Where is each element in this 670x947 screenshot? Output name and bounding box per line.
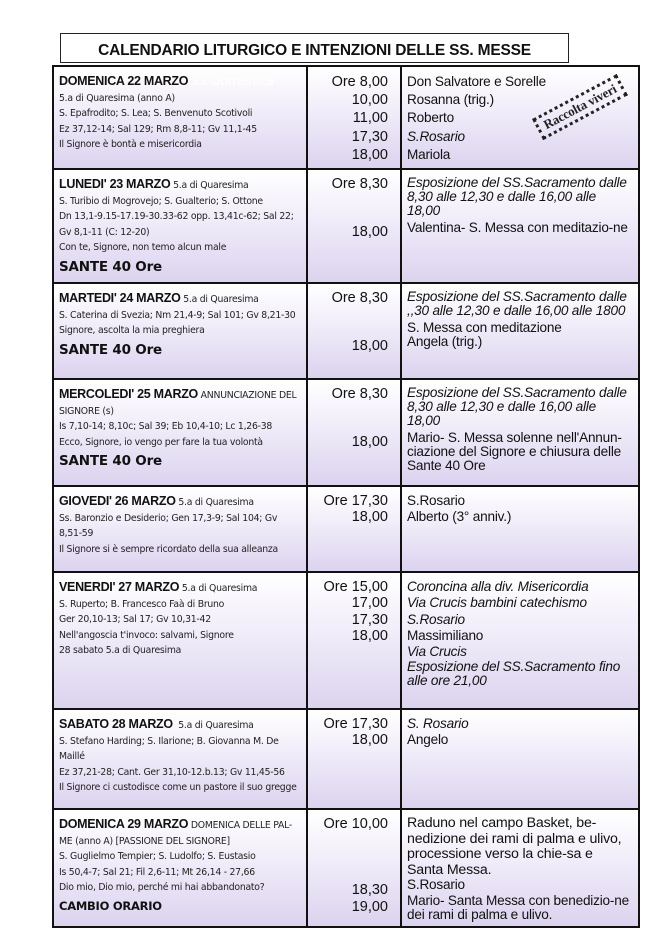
day-subtitle: 5.a di Quaresima [173, 180, 249, 192]
intention: Mario- Santa Messa con benedizio-ne dei rami di palma e ulivo. [407, 893, 629, 923]
mass-time: Ore 17,30 [323, 715, 388, 732]
intentions-cell [401, 486, 639, 572]
mass-time: 17,30 [351, 128, 388, 145]
mass-time: 18,00 [351, 732, 388, 749]
intention: Esposizione del SS.Sacramento dalle ,,30 alle 12,30 e dalle 16,00 alle 1800 [407, 288, 627, 318]
day-info-cell [53, 169, 307, 283]
mass-time: 11,00 [352, 110, 388, 127]
mass-time: 18,00 [351, 146, 388, 163]
times-cell [307, 486, 401, 572]
info-line: S. Epafrodito; S. Lea; S. Benvenuto Scotivoli [59, 108, 253, 120]
faded-note: 22 domenica [192, 74, 274, 89]
intentions-cell [401, 709, 639, 809]
intention: S.Rosario [407, 492, 465, 508]
intentions-cell [401, 66, 639, 169]
info-line: Ger 20,10-13; Sal 17; Gv 10,31-42 [59, 614, 211, 626]
info-line: Ez 37,12-14; Sal 129; Rm 8,8-11; Gv 11,1-45 [59, 123, 257, 135]
info-line: Signore, ascolta la mia preghiera [59, 325, 205, 337]
info-line: 5.a di Quaresima (anno A) [59, 92, 175, 104]
info-line: S. Ruperto; B. Francesco Faà di Bruno [59, 598, 225, 610]
day-info-cell [53, 283, 307, 379]
mass-time: 10,00 [351, 92, 388, 109]
info-line: Nell'angoscia t'invoco: salvami, Signore [59, 629, 234, 641]
day-heading: LUNEDI' 23 MARZO [59, 177, 171, 192]
info-line: Is 7,10-14; 8,10c; Sal 39; Eb 10,4-10; Lc 1,26-38 [59, 421, 273, 433]
day-heading: GIOVEDI' 26 MARZO [59, 493, 176, 508]
info-line: Is 50,4-7; Sal 21; Fil 2,6-11; Mt 26,14 - 27,66 [59, 866, 255, 878]
cambio-orario-label: CAMBIO ORARIO [59, 898, 162, 913]
info-line: Dn 13,1-9.15-17.19-30.33-62 opp. 13,41c-62; Sal 22; Gv 8,1-11 (C: 12-20) [59, 211, 294, 238]
intention: Esposizione del SS.Sacramento dalle 8,30 alle 12,30 e dalle 16,00 alle 18,00 [407, 384, 627, 428]
mass-time: 18,30 [351, 882, 388, 899]
info-line: Dio mio, Dio mio, perché mi hai abbandonato? [59, 882, 265, 894]
info-line: S. Turibio di Mogrovejo; S. Gualterio; S. Ottone [59, 195, 263, 207]
day-row [53, 709, 639, 809]
intention: Via Crucis [407, 644, 467, 660]
intentions-cell [401, 169, 639, 283]
day-row [53, 572, 639, 709]
intention: Angelo [407, 732, 449, 748]
mass-time: 19,00 [351, 898, 388, 915]
intention: Massimiliano [407, 627, 484, 643]
day-subtitle: ANNUNCIAZIONE DEL SIGNORE (s) [59, 389, 297, 417]
intention: Coroncina alla div. Misericordia [407, 578, 589, 594]
info-line: Il Signore è bontà e misericordia [59, 139, 202, 151]
times-cell [307, 809, 401, 927]
intention: Roberto [407, 110, 454, 126]
day-info-cell [53, 66, 307, 169]
intentions-cell [401, 283, 639, 379]
day-row [53, 283, 639, 379]
info-line: S. Stefano Harding; S. Ilarione; B. Giovanna M. De Maillé [59, 735, 279, 763]
raccolta-viveri-stamp: Raccolta viveri [532, 74, 628, 141]
day-heading: DOMENICA 29 MARZO [59, 816, 189, 831]
sante-40-ore-label: SANTE 40 Ore [59, 258, 162, 275]
mass-time: Ore 8,30 [331, 385, 388, 402]
mass-time: Ore 17,30 [323, 492, 388, 509]
info-line: Il Signore si è sempre ricordato della sua alleanza [59, 543, 278, 555]
mass-time: Ore 10,00 [323, 815, 388, 832]
mass-time: Ore 8,30 [331, 176, 388, 193]
intention: Via Crucis bambini catechismo [407, 595, 587, 611]
intention: Mario- S. Messa solenne nell'Annun-ciazione del Signore e chiusura delle Sante 40 Ore [407, 429, 622, 473]
intention: Valentina- S. Messa con meditazio-ne [407, 220, 628, 236]
times-cell [307, 66, 401, 169]
mass-time: 18,00 [351, 627, 388, 644]
intention: Rosanna (trig.) [407, 92, 494, 108]
day-subtitle: 5.a di Quaresima [183, 293, 259, 305]
info-line: S. Caterina di Svezia; Nm 21,4-9; Sal 101; Gv 8,21-30 [59, 309, 296, 321]
day-row [53, 66, 639, 169]
day-subtitle: DOMENICA DELLE PAL-ME (anno A) [PASSIONE DEL SIGNORE] [59, 819, 292, 847]
intention: S. Messa con meditazione [407, 319, 562, 335]
intention: S.Rosario [407, 128, 465, 144]
day-info-cell [53, 572, 307, 709]
intention: Esposizione del SS.Sacramento fino alle ore 21,00 [407, 659, 621, 689]
day-subtitle: 5.a di Quaresima [181, 582, 258, 594]
mass-time: Ore 8,00 [331, 74, 388, 90]
day-heading: DOMENICA 22 MARZO [59, 74, 189, 88]
mass-time: 18,00 [351, 434, 388, 451]
intention: Raduno nel campo Basket, be-nedizione dei rami di palma e ulivo, processione verso la chie-sa e Santa Messa. [407, 814, 622, 878]
intentions-cell [401, 379, 639, 486]
intention: S. Rosario [407, 715, 469, 731]
intention: S.Rosario [407, 611, 465, 627]
times-cell [307, 709, 401, 809]
mass-time: 18,00 [351, 224, 388, 241]
day-heading: SABATO 28 MARZO [59, 716, 173, 731]
day-info-cell [53, 379, 307, 486]
mass-time: 17,00 [351, 595, 388, 612]
intentions-cell [401, 572, 639, 709]
day-row [53, 169, 639, 283]
info-line: 28 sabato 5.a di Quaresima [59, 645, 182, 657]
info-line: Con te, Signore, non temo alcun male [59, 242, 227, 254]
times-cell [307, 572, 401, 709]
day-heading: MERCOLEDI' 25 MARZO [59, 386, 198, 401]
info-line: Ecco, Signore, io vengo per fare la tua volontà [59, 436, 263, 448]
day-row [53, 809, 639, 927]
day-subtitle: 5.a di Quaresima [178, 719, 254, 731]
mass-time: Ore 8,30 [331, 289, 388, 306]
intention: Alberto (3° anniv.) [407, 509, 512, 525]
day-info-cell [53, 709, 307, 809]
intention: Esposizione del SS.Sacramento dalle 8,30 alle 12,30 e dalle 16,00 alle 18,00 [407, 175, 627, 219]
info-line: Ss. Baronzio e Desiderio; Gen 17,3-9; Sal 104; Gv 8,51-59 [59, 512, 278, 540]
times-cell [307, 169, 401, 283]
times-cell [307, 379, 401, 486]
sante-40-ore-label: SANTE 40 Ore [59, 453, 162, 470]
day-info-cell [53, 486, 307, 572]
intention: Don Salvatore e Sorelle [407, 74, 546, 89]
calendar-table [52, 65, 640, 928]
day-heading: MARTEDI' 24 MARZO [59, 290, 181, 305]
mass-time: 18,00 [351, 509, 388, 526]
intention: Mariola [407, 146, 451, 162]
info-line: Il Signore ci custodisce come un pastore il suo gregge [59, 782, 297, 794]
mass-time: 17,30 [351, 611, 388, 628]
sante-40-ore-label: SANTE 40 Ore [59, 341, 162, 358]
day-info-cell [53, 809, 307, 927]
mass-time: Ore 15,00 [323, 578, 388, 595]
intentions-cell [401, 809, 639, 927]
times-cell [307, 283, 401, 379]
intention: S.Rosario [407, 877, 465, 893]
info-line: S. Guglielmo Tempier; S. Ludolfo; S. Eustasio [59, 851, 256, 863]
day-subtitle: 5.a di Quaresima [178, 496, 254, 508]
info-line: Ez 37,21-28; Cant. Ger 31,10-12.b.13; Gv 11,45-56 [59, 766, 285, 778]
day-row [53, 486, 639, 572]
page-title: CALENDARIO LITURGICO E INTENZIONI DELLE SS. MESSE [60, 33, 569, 63]
day-heading: VENERDI' 27 MARZO [59, 579, 180, 594]
day-row [53, 379, 639, 486]
mass-time: 18,00 [351, 338, 388, 355]
intention: Angela (trig.) [407, 333, 483, 349]
